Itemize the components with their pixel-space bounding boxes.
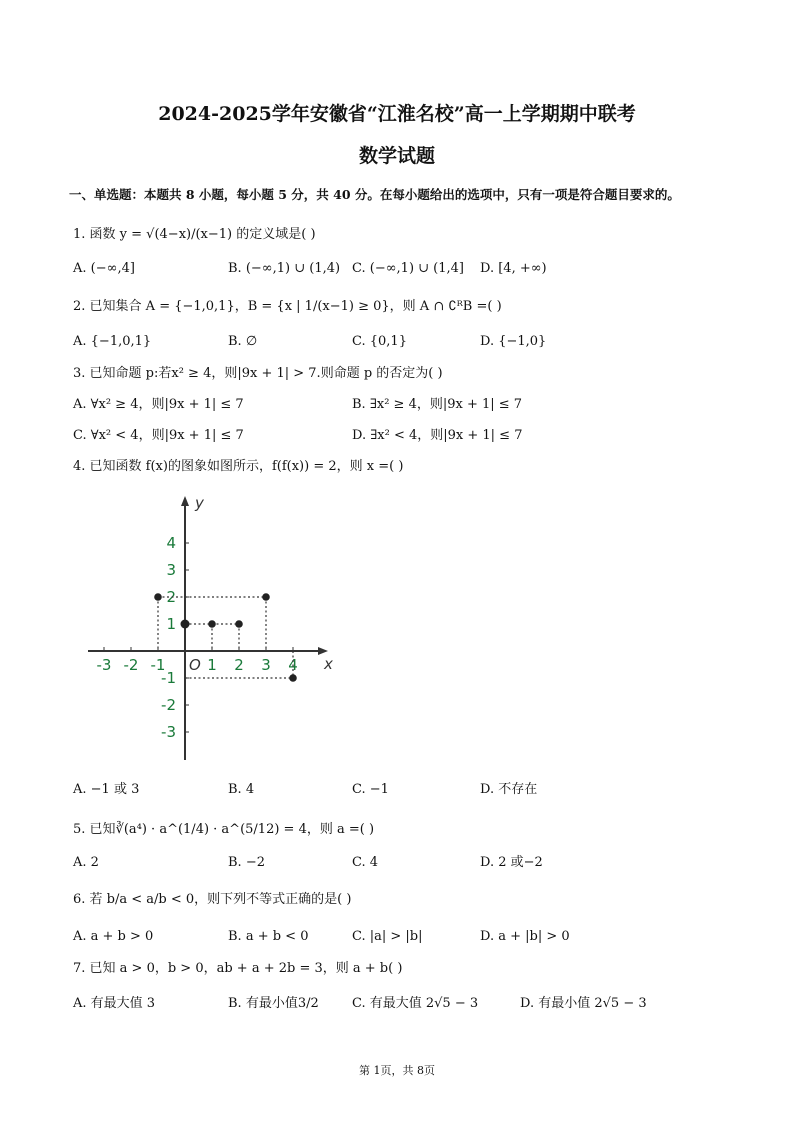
question-2-option-b: B. ∅: [228, 334, 258, 349]
origin-label: O: [189, 656, 201, 674]
question-3-option-a: A. ∀x² ≥ 4，则|9x + 1| ≤ 7: [73, 397, 244, 412]
question-1-option-c: C. (−∞,1) ∪ (1,4]: [352, 261, 464, 276]
question-4-option-d: D. 不存在: [480, 782, 538, 797]
data-point: [154, 593, 162, 601]
question-1-option-a: A. (−∞,4]: [73, 261, 135, 276]
x-tick-label: 4: [288, 656, 298, 674]
question-7-option-b: B. 有最小值3/2: [228, 996, 319, 1011]
question-7-option-a: A. 有最大值 3: [73, 996, 156, 1011]
question-1-stem: 1. 函数 y = √(4−x)/(x−1) 的定义域是( ): [73, 227, 316, 242]
x-axis-arrow: [318, 647, 328, 655]
question-5-stem: 5. 已知∛(a⁴) · a^(1/4) · a^(5/12) = 4，则 a =( ): [73, 822, 375, 837]
y-tick-label: 3: [166, 561, 176, 579]
x-tick-label: -3: [96, 656, 112, 674]
y-axis-label: y: [195, 494, 204, 512]
question-5-option-c: C. 4: [352, 855, 379, 870]
question-5-option-d: D. 2 或−2: [480, 855, 543, 870]
question-2-option-c: C. {0,1}: [352, 334, 407, 349]
question-3-option-d: D. ∃x² < 4，则|9x + 1| ≤ 7: [352, 428, 523, 443]
x-axis-label: x: [324, 655, 333, 673]
data-point: [208, 620, 216, 628]
y-tick-label: -3: [161, 723, 176, 741]
x-tick-label: 2: [234, 656, 244, 674]
y-tick-label: 2: [166, 588, 176, 606]
data-point: [181, 620, 190, 629]
question-1-option-d: D. [4, +∞): [480, 261, 547, 276]
question-5-option-a: A. 2: [73, 855, 99, 870]
question-6-option-a: A. a + b > 0: [73, 929, 154, 944]
data-point: [262, 593, 270, 601]
y-tick-label: 1: [166, 615, 176, 633]
y-tick-label: -1: [161, 669, 176, 687]
section-heading: 一、单选题：本题共 8 小题，每小题 5 分，共 40 分。在每小题给出的选项中，只有一项是符合题目要求的。: [69, 187, 680, 202]
page-title: 2024-2025学年安徽省“江淮名校”高一上学期期中联考: [158, 103, 636, 125]
question-7-stem: 7. 已知 a > 0，b > 0，ab + a + 2b = 3，则 a + b( ): [73, 961, 403, 976]
x-tick-label: 3: [261, 656, 271, 674]
function-graph: [80, 488, 340, 768]
y-tick-label: -2: [161, 696, 176, 714]
page-subtitle: 数学试题: [358, 145, 435, 167]
x-tick-label: -1: [150, 656, 166, 674]
question-5-option-b: B. −2: [228, 855, 265, 870]
question-7-option-d: D. 有最小值 2√5 − 3: [520, 996, 647, 1011]
question-1-option-b: B. (−∞,1) ∪ (1,4): [228, 261, 341, 276]
page-footer: 第 1页，共 8页: [359, 1064, 435, 1077]
x-tick-label: 1: [207, 656, 217, 674]
question-6-stem: 6. 若 b/a < a/b < 0，则下列不等式正确的是( ): [73, 892, 352, 907]
question-7-option-c: C. 有最大值 2√5 − 3: [352, 996, 479, 1011]
question-6-option-c: C. |a| > |b|: [352, 929, 423, 944]
question-6-option-d: D. a + |b| > 0: [480, 929, 570, 944]
question-2-stem: 2. 已知集合 A = {−1,0,1}，B = {x | 1/(x−1) ≥ 0}，则 A ∩ ∁ᴿB =( ): [73, 299, 502, 314]
question-2-option-a: A. {−1,0,1}: [73, 334, 152, 349]
question-4-stem: 4. 已知函数 f(x)的图象如图所示，f(f(x)) = 2，则 x =( ): [73, 459, 404, 474]
data-point: [235, 620, 243, 628]
data-point: [289, 674, 297, 682]
y-axis-arrow: [181, 496, 189, 506]
question-4-option-a: A. −1 或 3: [73, 782, 140, 797]
question-3-option-b: B. ∃x² ≥ 4，则|9x + 1| ≤ 7: [352, 397, 523, 412]
question-3-stem: 3. 已知命题 p:若x² ≥ 4，则|9x + 1| > 7.则命题 p 的否定为( ): [73, 366, 443, 381]
question-3-option-c: C. ∀x² < 4，则|9x + 1| ≤ 7: [73, 428, 244, 443]
question-4-option-c: C. −1: [352, 782, 389, 797]
y-tick-label: 4: [166, 534, 176, 552]
question-6-option-b: B. a + b < 0: [228, 929, 309, 944]
x-tick-label: -2: [123, 656, 139, 674]
question-4-option-b: B. 4: [228, 782, 255, 797]
question-2-option-d: D. {−1,0}: [480, 334, 547, 349]
